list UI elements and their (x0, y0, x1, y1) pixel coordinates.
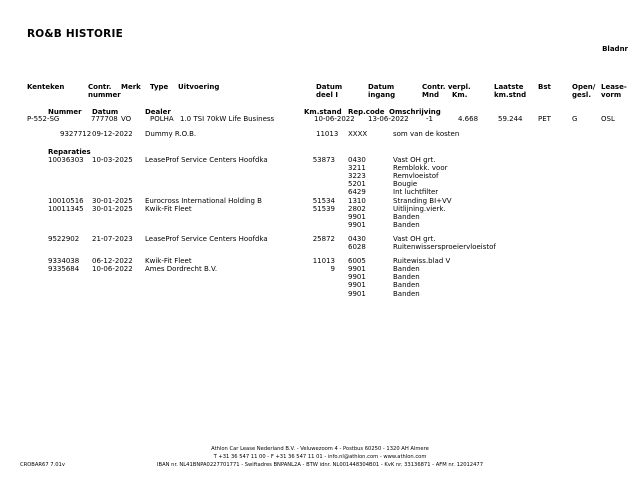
header-datum-deel1: Datum (316, 83, 343, 91)
repair-kmstand: 51534 (312, 196, 335, 205)
header-bst: Bst (538, 83, 551, 91)
repair-line-description: Ruitenwissersproeiervloeistof (393, 243, 496, 251)
header-kenteken: Kenteken (27, 83, 65, 91)
repair-nummer: 9522902 (48, 234, 80, 243)
subheader-kmstand: Km.stand (304, 108, 342, 116)
section-label-reparaties: Reparaties (48, 148, 91, 156)
header-contr-verpl: Contr. verpl. (422, 83, 471, 91)
summary-omschrijving: som van de kosten (393, 130, 460, 138)
vehicle-datum-deel1: 10-06-2022 (314, 115, 355, 123)
repair-line-code: 0430 (348, 234, 366, 243)
summary-datum: 09-12-2022 (92, 130, 133, 138)
repair-datum: 10-06-2022 (92, 265, 133, 274)
repair-nummer: 10036303 (48, 156, 84, 164)
footer-contact: T +31 36 547 11 00 - F +31 36 547 11 01 - info.nl@athlon.com - www.athlon.com (213, 454, 427, 460)
repair-line-code: 2802 (348, 204, 366, 213)
summary-dealer: Dummy R.O.B. (145, 130, 197, 138)
repair-line-code: 9901 (348, 281, 366, 290)
repair-nummer: 9334038 (48, 257, 80, 266)
header-km: Km. (452, 91, 468, 99)
repair-kmstand: 9 (330, 265, 335, 274)
vehicle-bst: PET (538, 115, 551, 123)
summary-repcode: XXXX (348, 130, 368, 138)
repair-line-code: 3223 (348, 172, 366, 181)
repair-line-code: 0430 (348, 156, 366, 164)
vehicle-open-gesl: G (572, 115, 578, 123)
vehicle-type: POLHA (150, 115, 174, 123)
vehicle-lease-vorm: OSL (601, 115, 615, 123)
subheader-dealer: Dealer (145, 108, 171, 116)
header-type: Type (150, 83, 169, 91)
repair-line-description: Int luchtfilter (393, 188, 439, 197)
repair-kmstand: 11013 (312, 257, 335, 266)
header-merk: Merk (121, 83, 141, 91)
subheader-omschrijving: Omschrijving (389, 108, 441, 116)
repair-datum: 06-12-2022 (92, 257, 133, 266)
header-datum-ingang: Datum (368, 83, 395, 91)
repair-line-code: 6005 (348, 257, 366, 266)
header-ingang: ingang (368, 91, 396, 99)
repair-datum: 10-03-2025 (92, 156, 133, 164)
subheader-nummer: Nummer (48, 108, 82, 116)
repair-kmstand: 51539 (312, 204, 335, 213)
repair-line-description: Vast OH grt. (393, 234, 436, 243)
repair-nummer: 10010516 (48, 196, 84, 205)
header-laatste: Laatste (494, 83, 524, 91)
vehicle-km: 4.668 (458, 115, 479, 123)
repair-line-description: Banden (393, 212, 420, 221)
repair-line-description: Banden (393, 273, 420, 282)
repair-line-description: Banden (393, 281, 420, 290)
header-vorm: vorm (601, 91, 622, 99)
repair-dealer: Kwik-Fit Fleet (145, 257, 192, 266)
page-number-label: Bladnr (602, 45, 628, 53)
repair-line-code: 6429 (348, 188, 366, 197)
header-contr: Contr. (88, 83, 112, 91)
footer-address: Athlon Car Lease Nederland B.V. - Veluwezoom 4 - Postbus 60250 - 1320 AH Almere (211, 446, 429, 452)
summary-nummer: 9327712 (60, 130, 92, 138)
header-gesl: gesl. (572, 91, 591, 99)
header-uitvoering: Uitvoering (178, 83, 220, 91)
repair-dealer: Eurocross International Holding B (145, 196, 262, 205)
repair-line-code: 9901 (348, 289, 366, 298)
header-nummer: nummer (88, 91, 121, 99)
repair-line-code: 9901 (348, 212, 366, 221)
vehicle-datum-ingang: 13-06-2022 (368, 115, 409, 123)
repair-datum: 21-07-2023 (92, 234, 133, 243)
repair-line-description: Uitlijning.vierk. (393, 204, 446, 213)
vehicle-contract: 777708 (91, 115, 118, 123)
repair-kmstand: 25872 (312, 234, 335, 243)
repair-line-description: Remblokk. voor (393, 164, 448, 173)
repair-line-description: Ruitewiss.blad V (393, 257, 451, 266)
repair-line-code: 3211 (348, 164, 366, 173)
repair-line-description: Bougie (393, 180, 418, 189)
header-open: Open/ (572, 83, 596, 91)
repair-line-description: Remvloeistof (393, 172, 439, 181)
repair-datum: 30-01-2025 (92, 204, 133, 213)
repair-dealer: LeaseProf Service Centers Hoofdka (145, 234, 268, 243)
header-deel1: deel I (316, 91, 338, 99)
repair-line-code: 9901 (348, 273, 366, 282)
repair-line-code: 5201 (348, 180, 366, 189)
repair-line-description: Banden (393, 220, 420, 229)
repair-line-description: Stranding BI+VV (393, 196, 452, 205)
vehicle-laatste-km: 59.244 (498, 115, 523, 123)
repair-line-code: 9901 (348, 220, 366, 229)
repair-dealer: LeaseProf Service Centers Hoofdka (145, 156, 268, 164)
header-mnd: Mnd (422, 91, 439, 99)
footer-registration: IBAN nr. NL41BNPA0227701771 - Swiftadres BNPANL2A - BTW idnr. NL001448304B01 - KvK nr. 33136871 - AFM nr. 12012477 (156, 462, 483, 468)
repair-kmstand: 53873 (312, 156, 335, 164)
repair-line-description: Vast OH grt. (393, 156, 436, 164)
vehicle-merk: VO (121, 115, 132, 123)
repair-line-code: 1310 (348, 196, 366, 205)
subheader-datum: Datum (92, 108, 119, 116)
repair-nummer: 9335684 (48, 265, 80, 274)
repair-line-description: Banden (393, 265, 420, 274)
vehicle-kenteken: P-552-SG (27, 115, 60, 123)
repair-datum: 30-01-2025 (92, 196, 133, 205)
summary-kmstand: 11013 (316, 130, 339, 138)
vehicle-mnd: -1 (426, 115, 433, 123)
footer-report-code: CROBAR67 7.01v (20, 462, 65, 468)
repair-line-description: Banden (393, 289, 420, 298)
repair-nummer: 10011345 (48, 204, 84, 213)
header-lease: Lease- (601, 83, 627, 91)
repair-line-code: 9901 (348, 265, 366, 274)
report-title: RO&B HISTORIE (27, 28, 123, 40)
repair-dealer: Ames Dordrecht B.V. (145, 265, 218, 274)
repair-line-code: 6028 (348, 243, 366, 251)
vehicle-uitvoering: 1.0 TSI 70kW Life Business (180, 115, 275, 123)
subheader-repcode: Rep.code (348, 108, 385, 116)
header-kmstnd: km.stnd (494, 91, 527, 99)
repair-dealer: Kwik-Fit Fleet (145, 204, 192, 213)
